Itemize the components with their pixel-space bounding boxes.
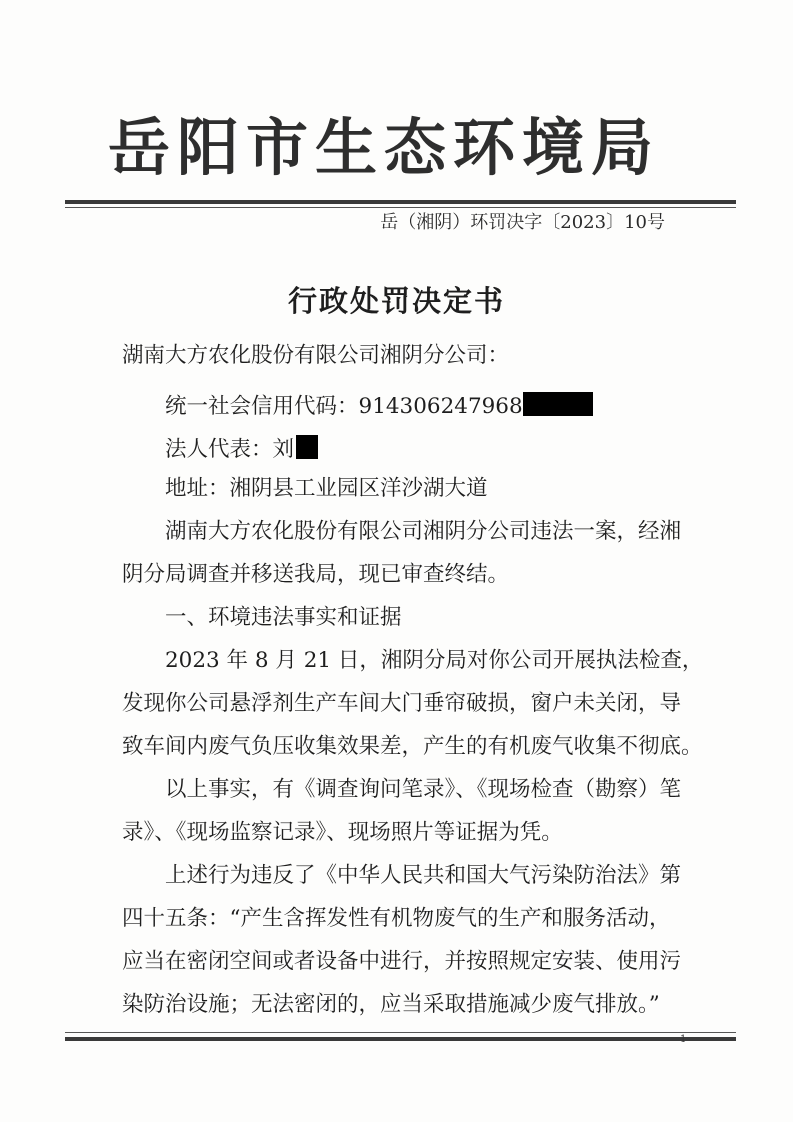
credit-code-line — [165, 392, 593, 418]
evidence-line-1: 以上事实，有《调查询问笔录》、《现场检查（勘察）笔 — [165, 777, 682, 802]
evidence-line-2: 录》、《现场监察记录》、现场照片等证据为凭。 — [122, 820, 563, 845]
fact-line-2: 发现你公司悬浮剂生产车间大门垂帘破损，窗户未关闭，导 — [122, 691, 682, 716]
address-label: 地址： — [165, 476, 230, 501]
law-line-2: 四十五条：“产生含挥发性有机物废气的生产和服务活动， — [122, 906, 671, 931]
document-title: 行政处罚决定书 — [287, 284, 505, 318]
legal-rep-value: 刘 — [272, 437, 295, 462]
fact-line-1: 2023 年 8 月 21 日，湘阴分局对你公司开展执法检查， — [165, 648, 704, 673]
address-value: 湘阴县工业园区洋沙湖大道 — [229, 476, 488, 501]
credit-code-label: 统一社会信用代码： — [165, 394, 359, 419]
footer-rule-thin — [65, 1032, 736, 1033]
intro-line-2: 阴分局调查并移送我局，现已审查终结。 — [122, 562, 510, 587]
legal-rep-label: 法人代表： — [165, 437, 273, 462]
redaction-block — [296, 435, 318, 459]
redaction-block — [523, 392, 593, 416]
address-line — [165, 478, 488, 500]
recipient-name: 湖南大方农化股份有限公司湘阴分公司： — [122, 343, 510, 368]
agency-letterhead: 岳阳市生态环境局 — [108, 111, 661, 184]
intro-line-1: 湖南大方农化股份有限公司湘阴分公司违法一案，经湘 — [165, 519, 682, 544]
fact-line-3: 致车间内废气负压收集效果差，产生的有机废气收集不彻底。 — [122, 734, 703, 759]
law-line-1: 上述行为违反了《中华人民共和国大气污染防治法》第 — [165, 863, 682, 888]
header-rule-thick — [65, 200, 736, 204]
legal-rep-line — [165, 435, 318, 461]
page-number: 1 — [680, 1034, 687, 1045]
law-line-4: 染防治设施；无法密闭的，应当采取措施减少废气排放。” — [122, 992, 660, 1017]
section-heading: 一、环境违法事实和证据 — [165, 605, 402, 630]
footer-rule-thick — [65, 1037, 736, 1041]
document-number: 岳（湘阴）环罚决字〔2023〕10号 — [380, 212, 665, 233]
credit-code-value: 914306247968 — [358, 394, 523, 419]
law-line-3: 应当在密闭空间或者设备中进行，并按照规定安装、使用污 — [122, 949, 682, 974]
